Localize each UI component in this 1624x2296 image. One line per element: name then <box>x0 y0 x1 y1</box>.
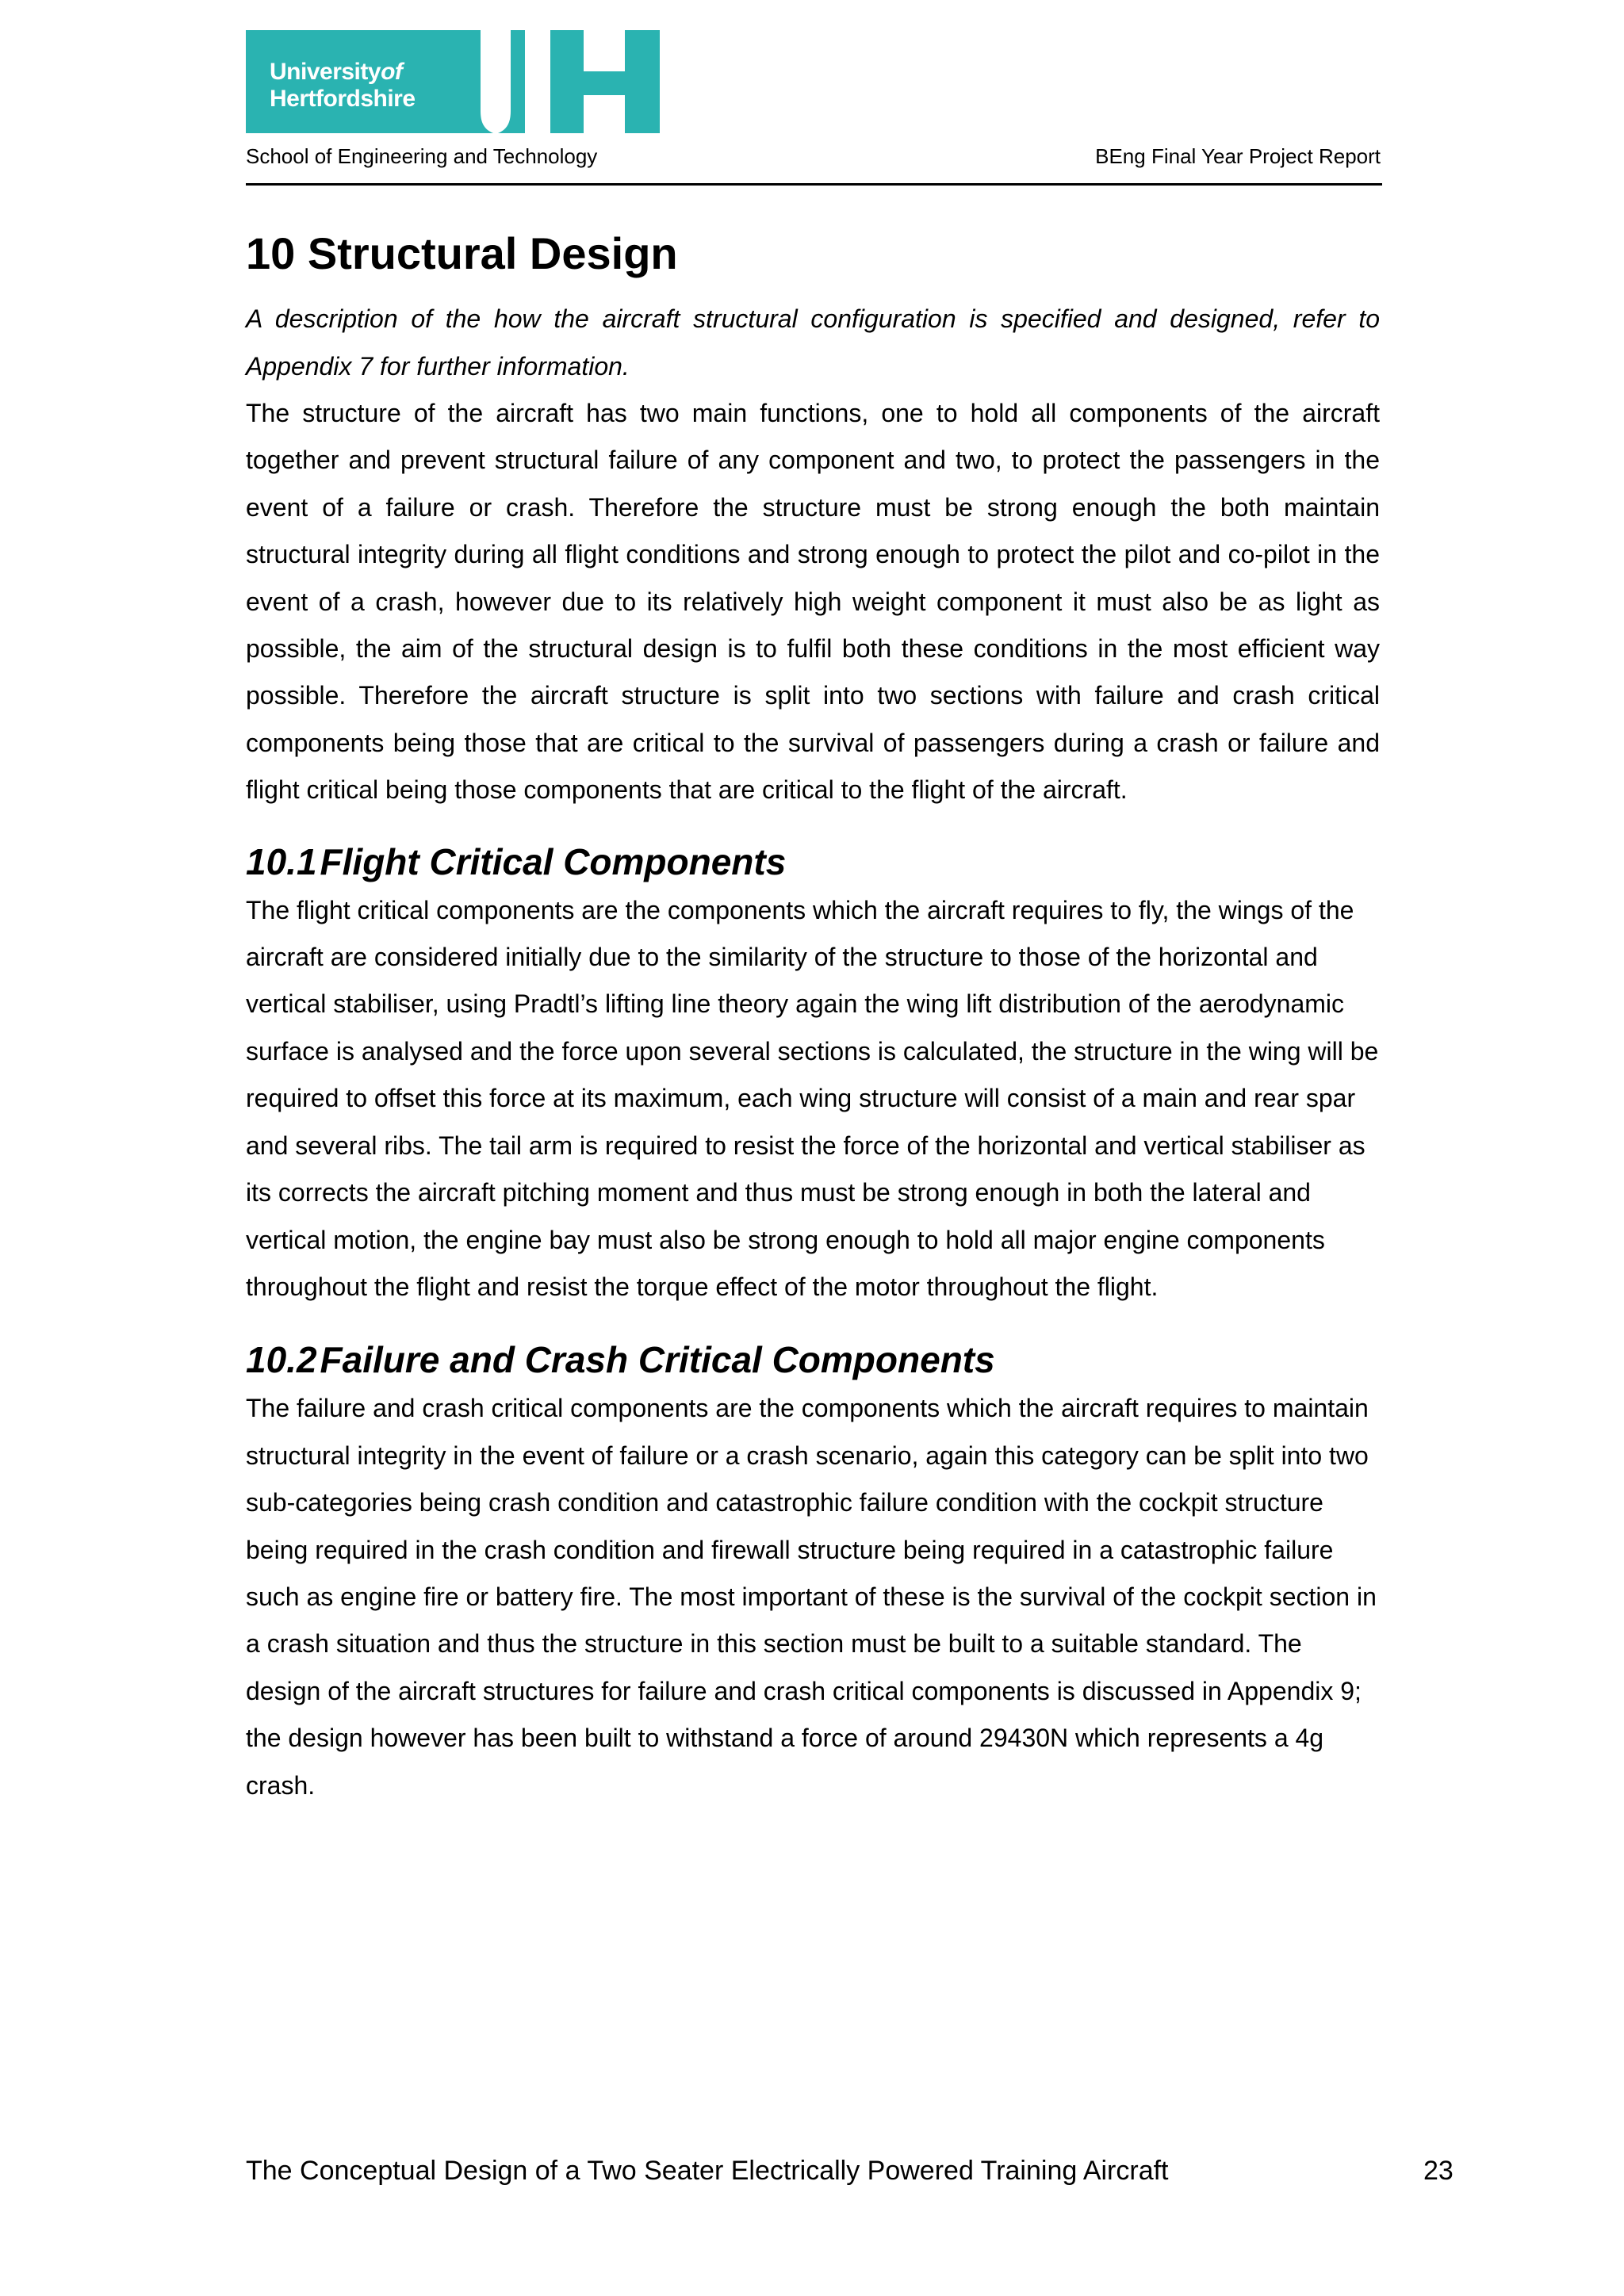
section-paragraph: The structure of the aircraft has two main functions, one to hold all components of the aircraft together and prevent structural failure of any component and two, to protect the passengers in the event of a failure or crash. Therefore the structure must be strong enough the both maintain structural integrity during all flight conditions and strong enough to protect the pilot and co-pilot in the event of a crash, however due to its relatively high weight component it must also be as light as possible, the aim of the structural design is to fulfil both these conditions in the most efficient way possible. Therefore the aircraft structure is split into two sections with failure and crash critical components being those that are critical to the survival of passengers during a crash or failure and flight critical being those components that are critical to the flight of the aircraft. <box>246 399 1380 805</box>
logo-name-of: of <box>381 59 403 85</box>
logo-wordmark <box>270 59 416 113</box>
subsection-title: Failure and Crash Critical Components <box>320 1339 995 1381</box>
subsection-number: 10.2 <box>246 1339 317 1381</box>
subsection-title: Flight Critical Components <box>320 840 787 882</box>
subsection-number: 10.1 <box>246 840 317 882</box>
footer-page-number: 23 <box>1423 2156 1454 2186</box>
header-school: School of Engineering and Technology <box>246 144 598 168</box>
logo-name-line2: Hertfordshire <box>270 86 416 112</box>
subsection-heading-10-2 <box>246 1334 1380 1385</box>
subsection-heading-10-1 <box>246 836 1380 887</box>
university-logo <box>246 30 660 133</box>
subsection-paragraph-10-1: The flight critical components are the components which the aircraft requires to fly, the wings of the aircraft are considered initially due to the similarity of the structure to those of the horizontal and vertical stabiliser, using Pradtl’s lifting line theory again the wing lift distribution of the aerodynamic surface is analysed and the force upon several sections is calculated, the structure in the wing will be required to offset this force at its maximum, each wing structure will consist of a main and rear spar and several ribs. The tail arm is required to resist the force of the horizontal and vertical stabiliser as its corrects the aircraft pitching moment and thus must be strong enough in both the lateral and vertical motion, the engine bay must also be strong enough to hold all major engine components throughout the flight and resist the torque effect of the motor throughout the flight. <box>246 895 1379 1301</box>
section-title: 10 Structural Design <box>246 228 678 278</box>
section-intro: A description of the how the aircraft structural configuration is specified and designed, refer to Appendix 7 for further information. <box>246 304 1380 381</box>
header-divider <box>246 183 1382 186</box>
subsection-paragraph-10-2: The failure and crash critical components are the components which the aircraft requires to maintain structural integrity in the event of failure or a crash scenario, again this category can be split into two sub-categories being crash condition and catastrophic failure condition with the cockpit structure being required in the crash condition and firewall structure being required in a catastrophic failure such as engine fire or battery fire. The most important of these is the survival of the cockpit section in a crash situation and thus the structure in this section must be built to a suitable standard. The design of the aircraft structures for failure and crash critical components is discussed in Appendix 9; the design however has been built to withstand a force of around 29430N which represents a 4g crash. <box>246 1394 1377 1800</box>
footer-document-title: The Conceptual Design of a Two Seater Electrically Powered Training Aircraft <box>246 2156 1169 2186</box>
page-content <box>246 224 1380 1809</box>
header-report-type: BEng Final Year Project Report <box>1095 144 1381 168</box>
logo-name-line1: University <box>270 59 381 85</box>
